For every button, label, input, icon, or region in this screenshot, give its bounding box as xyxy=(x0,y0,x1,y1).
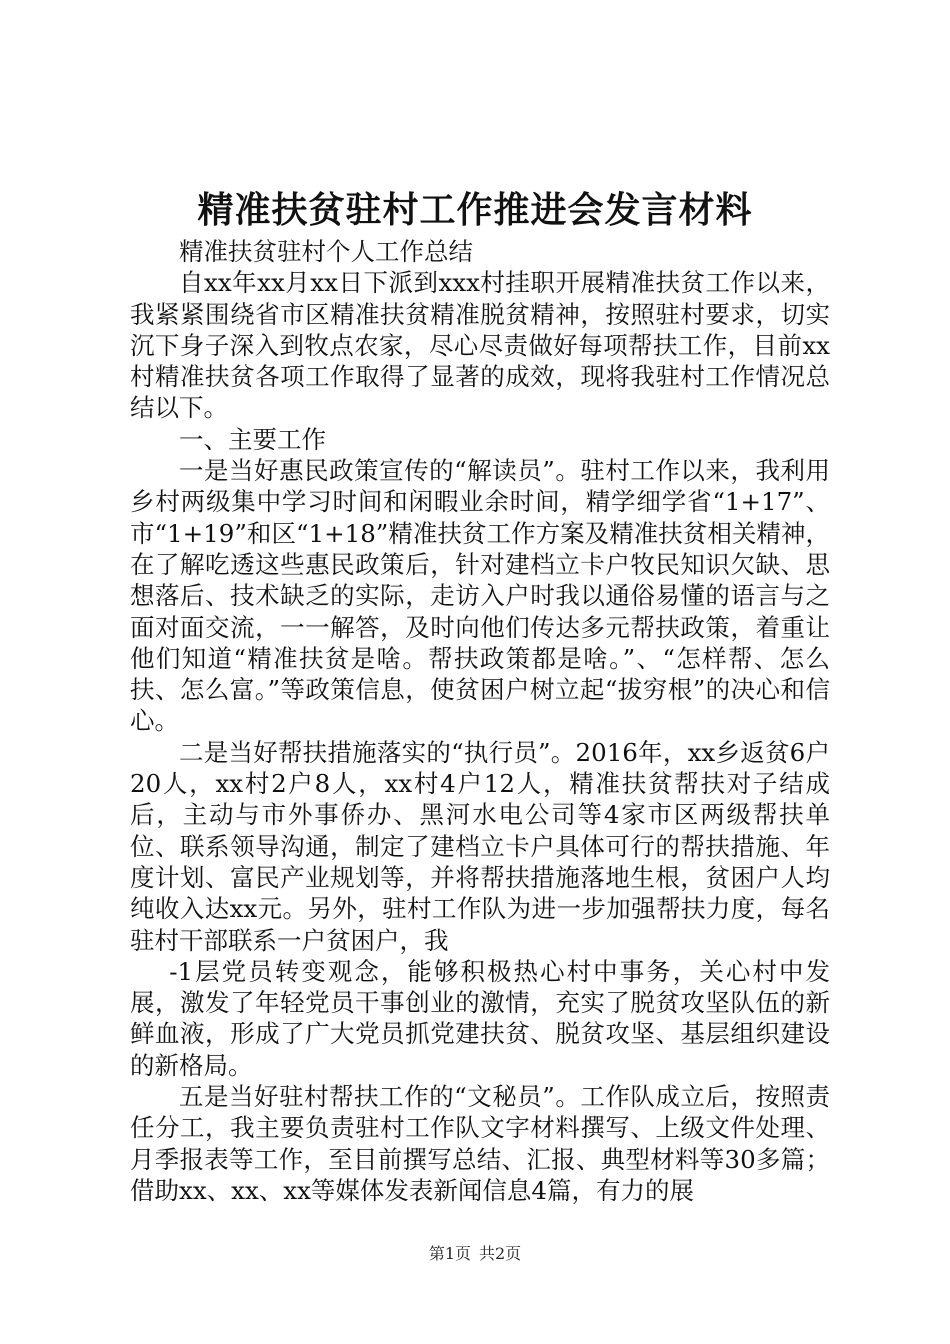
page-number-total: 共2页 xyxy=(479,1244,522,1263)
paragraph-section-heading: 一、主要工作 xyxy=(179,424,326,454)
document-title: 精准扶贫驻村工作推进会发言材料 xyxy=(197,189,753,231)
paragraph-point-two: 二是当好帮扶措施落实的“执行员”。2016年，xx乡返贫6户20人，xx村2户8人，xx村4户12人，精准扶贫帮扶对子结成后，主动与市外事侨办、黑河水电公司等4家市区两级帮扶单位、联系领导沟通，制定了建档立卡户具体可行的帮扶措施、年度计划、富民产业规划等，并将帮扶措施落地生根，贫困户人均纯收入达xx元。另外，驻村工作队为进一步加强帮扶力度，每名驻村干部联系一户贫困户，我 xyxy=(130,737,830,955)
paragraph-subtitle: 精准扶贫驻村个人工作总结 xyxy=(179,237,473,266)
page-number-current: 第1页 xyxy=(428,1244,471,1263)
page-footer xyxy=(0,1243,950,1265)
document-body xyxy=(130,236,830,1206)
paragraph-continuation: -1层党员转变观念，能够积极热心村中事务，关心村中发展，激发了年轻党员干事创业的激情，充实了脱贫攻坚队伍的新鲜血液，形成了广大党员抓党建扶贫、脱贫攻坚、基层组织建设的新格局。 xyxy=(130,956,830,1080)
paragraph-point-five: 五是当好驻村帮扶工作的“文秘员”。工作队成立后，按照责任分工，我主要负责驻村工作队文字材料撰写、上级文件处理、月季报表等工作，至目前撰写总结、汇报、典型材料等30多篇；借助xx、xx、xx等媒体发表新闻信息4篇，有力的展 xyxy=(130,1082,830,1205)
paragraph-point-one: 一是当好惠民政策宣传的“解读员”。驻村工作以来，我利用乡村两级集中学习时间和闲暇业余时间，精学细学省“1+17”、市“1+19”和区“1+18”精准扶贫工作方案及精准扶贫相关精神，在了解吃透这些惠民政策后，针对建档立卡户牧民知识欠缺、思想落后、技术缺乏的实际，走访入户时我以通俗易懂的语言与之面对面交流，一一解答，及时向他们传达多元帮扶政策，着重让他们知道“精准扶贫是啥。帮扶政策都是啥。”、“怎样帮、怎么扶、怎么富。”等政策信息，使贫困户树立起“拔穷根”的决心和信心。 xyxy=(130,456,830,736)
paragraph-intro: 自xx年xx月xx日下派到xxx村挂职开展精准扶贫工作以来，我紧紧围绕省市区精准扶贫精准脱贫精神，按照驻村要求，切实沉下身子深入到牧点农家，尽心尽责做好每项帮扶工作，目前xx村精准扶贫各项工作取得了显著的成效，现将我驻村工作情况总结以下。 xyxy=(130,268,830,423)
